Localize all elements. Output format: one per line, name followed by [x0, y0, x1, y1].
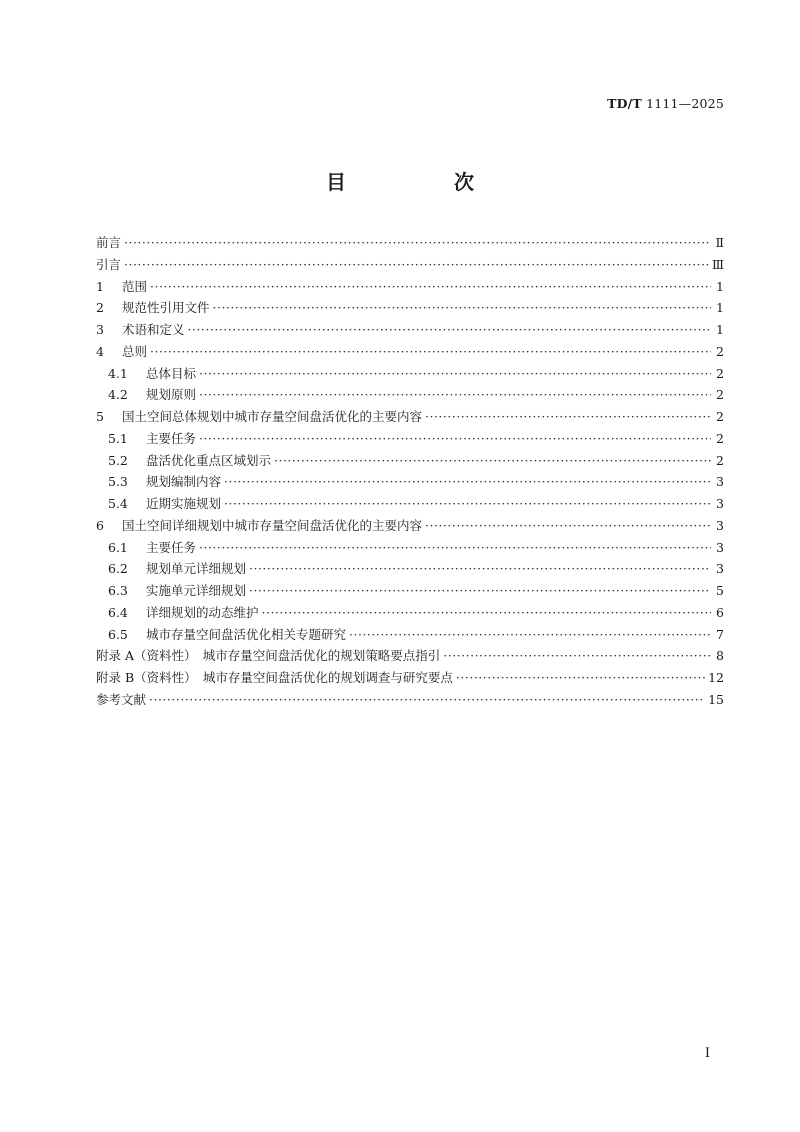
toc-subentry[interactable]: [96, 472, 724, 494]
toc-entry[interactable]: [96, 298, 724, 320]
toc-entry-number: 6.1: [108, 539, 128, 555]
toc-entry[interactable]: [96, 342, 724, 364]
document-code-prefix: TD/T: [607, 96, 642, 111]
toc-entry[interactable]: [96, 233, 724, 255]
toc-entry-number: 4.1: [108, 365, 128, 381]
toc-entry-number: 6.4: [108, 604, 128, 620]
toc-entry-label: 引言: [96, 256, 122, 272]
toc-leader-dots: [124, 257, 709, 272]
toc-entry[interactable]: [96, 255, 724, 277]
toc-leader-dots: [224, 474, 711, 489]
toc-entry-page: 2: [716, 409, 724, 424]
toc-entry-number: 5.2: [108, 452, 128, 468]
toc-entry[interactable]: [96, 646, 724, 668]
toc-entry-number: 5: [96, 409, 104, 424]
toc-entry-label: 附录 A（资料性） 城市存量空间盘活优化的规划策略要点指引: [96, 648, 441, 664]
toc-entry-number: 3: [96, 322, 104, 337]
toc-entry[interactable]: [96, 407, 724, 429]
toc-entry-label: 附录 B（资料性） 城市存量空间盘活优化的规划调查与研究要点: [96, 670, 453, 685]
toc-subentry[interactable]: [96, 385, 724, 407]
toc-entry-number: 4.2: [108, 387, 128, 403]
toc-entry-label: 规范性引用文件: [122, 300, 210, 316]
toc-leader-dots: [456, 670, 705, 685]
toc-entry-label: 国土空间总体规划中城市存量空间盘活优化的主要内容: [122, 409, 423, 424]
toc-entry-page: 3: [716, 496, 724, 511]
document-code-number: 1111—2025: [646, 96, 724, 111]
toc-entry-number: 4: [96, 343, 104, 359]
toc-entry-page: Ⅲ: [711, 256, 724, 272]
toc-subentry[interactable]: [96, 581, 724, 603]
toc-entry-label: 总则: [122, 343, 148, 359]
toc-entry-label: 实施单元详细规划: [146, 583, 247, 598]
toc-subentry[interactable]: [96, 603, 724, 625]
toc-entry-page: 1: [716, 300, 724, 316]
toc-leader-dots: [199, 431, 711, 446]
toc-title: 目 次: [326, 170, 518, 194]
toc-entry-number: 6.3: [108, 583, 128, 598]
toc-entry-number: 5.4: [108, 496, 128, 511]
toc-entry-label: 术语和定义: [122, 322, 185, 337]
toc-entry-number: 1: [96, 278, 104, 294]
toc-entry-number: 6.2: [108, 561, 128, 577]
toc-entry-label: 详细规划的动态维护: [146, 604, 259, 620]
toc-entry-page: 5: [716, 583, 724, 598]
toc-subentry[interactable]: [96, 625, 724, 647]
document-code: [607, 96, 724, 111]
toc-entry-label: 前言: [96, 235, 122, 250]
toc-leader-dots: [150, 344, 711, 359]
toc-leader-dots: [224, 496, 711, 511]
toc-entry-number: 5.3: [108, 474, 128, 490]
toc-subentry[interactable]: [96, 429, 724, 451]
toc-entry[interactable]: [96, 320, 724, 342]
toc-subentry[interactable]: [96, 559, 724, 581]
toc-entry-number: 6: [96, 517, 104, 533]
toc-leader-dots: [213, 300, 711, 315]
toc-entry-page: 7: [716, 626, 724, 642]
toc-subentry[interactable]: [96, 538, 724, 560]
toc-entry[interactable]: [96, 516, 724, 538]
toc-entry-label: 城市存量空间盘活优化相关专题研究: [146, 626, 347, 642]
toc-entry-label: 国土空间详细规划中城市存量空间盘活优化的主要内容: [122, 517, 423, 533]
toc-entry-page: 3: [716, 561, 724, 577]
toc-entry[interactable]: [96, 690, 724, 712]
toc-entry-label: 规划单元详细规划: [146, 561, 247, 577]
toc-entry-label: 盘活优化重点区域划示: [146, 452, 272, 468]
toc-entry-page: 2: [716, 365, 724, 381]
toc-leader-dots: [425, 409, 711, 424]
toc-subentry[interactable]: [96, 494, 724, 516]
toc-entry-page: 2: [716, 343, 724, 359]
toc-leader-dots: [349, 627, 711, 642]
toc-entry-label: 主要任务: [146, 539, 197, 555]
toc-leader-dots: [199, 540, 711, 555]
toc-entry-number: 5.1: [108, 430, 128, 446]
toc-entry[interactable]: [96, 277, 724, 299]
toc-entry-label: 规划编制内容: [146, 474, 222, 490]
toc-entry-page: 2: [716, 430, 724, 446]
toc-leader-dots: [425, 518, 711, 533]
page-number: I: [704, 1046, 710, 1061]
toc-leader-dots: [274, 453, 711, 468]
toc-entry-page: 2: [716, 387, 724, 403]
toc-entry-label: 总体目标: [146, 365, 197, 381]
toc-leader-dots: [443, 648, 711, 663]
toc-entry-page: 3: [716, 517, 724, 533]
table-of-contents: [96, 233, 724, 712]
toc-entry-page: 6: [716, 604, 724, 620]
toc-entry-page: 3: [716, 474, 724, 490]
toc-leader-dots: [249, 583, 711, 598]
toc-entry-page: 2: [716, 452, 724, 468]
toc-leader-dots: [249, 561, 711, 576]
toc-entry-label: 参考文献: [96, 691, 147, 707]
toc-entry-page: 1: [716, 322, 724, 337]
toc-subentry[interactable]: [96, 451, 724, 473]
toc-leader-dots: [262, 605, 711, 620]
toc-entry-label: 范围: [122, 278, 148, 294]
toc-leader-dots: [188, 322, 711, 337]
toc-leader-dots: [149, 692, 705, 707]
toc-entry-page: 15: [708, 691, 724, 707]
toc-entry-page: Ⅱ: [715, 235, 724, 250]
toc-entry-page: 1: [716, 278, 724, 294]
toc-leader-dots: [124, 235, 711, 250]
toc-leader-dots: [199, 366, 711, 381]
toc-leader-dots: [150, 279, 711, 294]
toc-entry-label: 近期实施规划: [146, 496, 222, 511]
toc-entry-number: 6.5: [108, 626, 128, 642]
toc-entry-page: 3: [716, 539, 724, 555]
toc-entry-label: 规划原则: [146, 387, 197, 403]
toc-entry-page: 12: [708, 670, 724, 685]
toc-leader-dots: [199, 387, 711, 402]
toc-subentry[interactable]: [96, 364, 724, 386]
toc-entry[interactable]: [96, 668, 724, 690]
toc-entry-page: 8: [716, 648, 724, 664]
toc-entry-number: 2: [96, 300, 104, 316]
toc-entry-label: 主要任务: [146, 430, 197, 446]
